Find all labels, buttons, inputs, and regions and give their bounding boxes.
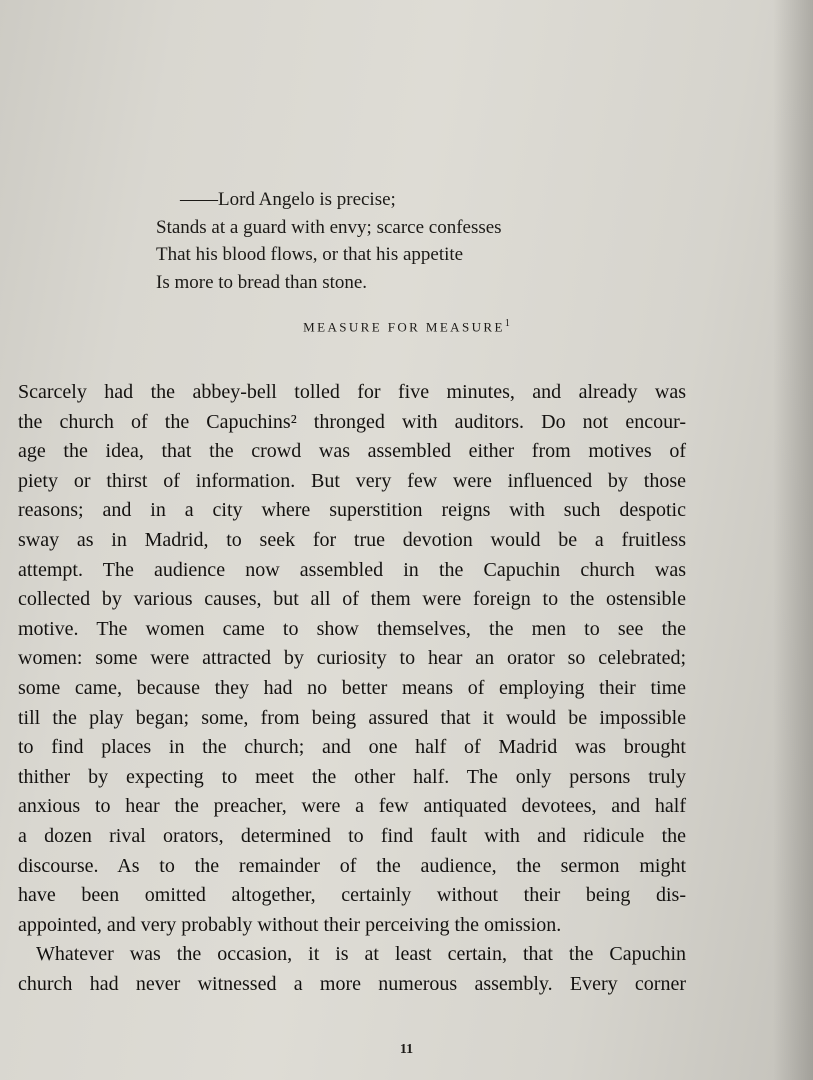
- footnote-marker: 1: [504, 318, 510, 329]
- epigraph-line: ——Lord Angelo is precise;: [180, 189, 396, 210]
- text-line: sway as in Madrid, to seek for true devotion would be a fruitless: [18, 528, 686, 551]
- text-line: age the idea, that the crowd was assembled either from motives of: [18, 440, 686, 463]
- epigraph: [156, 186, 676, 296]
- text-line: piety or thirst of information. But very few were influenced by those: [18, 469, 686, 492]
- epigraph-line: Stands at a guard with envy; scarce confesses: [156, 216, 502, 238]
- text-line: Whatever was the occasion, it is at least certain, that the Capuchin: [36, 943, 686, 966]
- text-line: attempt. The audience now assembled in the Capuchin church was: [18, 558, 686, 581]
- epigraph-attribution: [0, 318, 813, 335]
- text-line: some came, because they had no better means of employing their time: [18, 676, 686, 699]
- text-line: appointed, and very probably without their perceiving the omission.: [18, 913, 562, 936]
- text-line: have been omitted altogether, certainly without their being dis-: [18, 884, 686, 907]
- text-line: collected by various causes, but all of them were foreign to the ostensible: [18, 588, 686, 611]
- text-line: anxious to hear the preacher, were a few antiquated devotees, and half: [18, 795, 686, 818]
- text-line: a dozen rival orators, determined to find fault with and ridicule the: [18, 824, 686, 847]
- epigraph-line: Is more to bread than stone.: [156, 271, 368, 293]
- body-text: [18, 378, 686, 999]
- text-line: the church of the Capuchins² thronged with auditors. Do not encour-: [18, 410, 686, 433]
- attribution-text: MEASURE FOR MEASURE: [303, 319, 505, 335]
- text-line: motive. The women came to show themselves, the men to see the: [18, 617, 686, 640]
- text-line: thither by expecting to meet the other half. The only persons truly: [18, 765, 686, 788]
- text-line: Scarcely had the abbey-bell tolled for five minutes, and already was: [18, 381, 686, 403]
- text-line: discourse. As to the remainder of the audience, the sermon might: [18, 854, 686, 877]
- text-line: church had never witnessed a more numerous assembly. Every corner: [18, 972, 686, 995]
- text-line: women: some were attracted by curiosity to hear an orator so celebrated;: [18, 647, 686, 670]
- text-line: reasons; and in a city where superstition reigns with such despotic: [18, 499, 686, 522]
- show-through-texture: [20, 0, 800, 360]
- text-line: to find places in the church; and one half of Madrid was brought: [18, 736, 686, 759]
- page-number: 11: [399, 1042, 414, 1057]
- text-line: till the play began; some, from being assured that it would be impossible: [18, 706, 686, 729]
- epigraph-line: That his blood flows, or that his appetite: [156, 244, 464, 265]
